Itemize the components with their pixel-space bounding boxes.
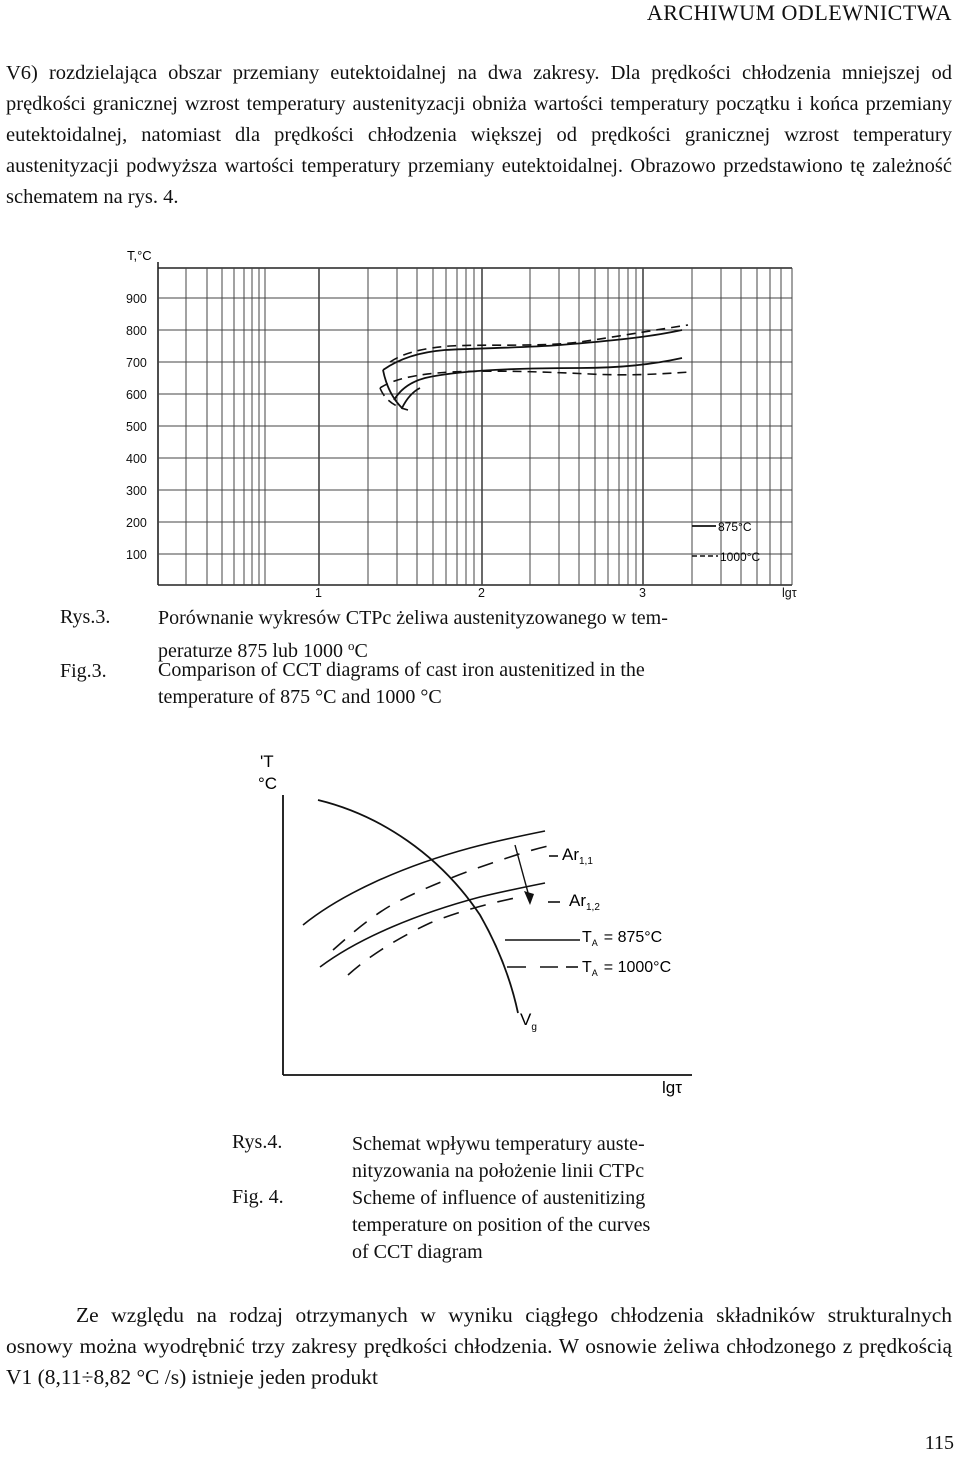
- fig3-x-tick: 3: [639, 586, 646, 600]
- paragraph-1: V6) rozdzielająca obszar przemiany eutektoidalnej na dwa zakresy. Dla prędkości chłodzenia mniejszej od prędkości granicznej wzrost temperatury austenityzacji obniża wartości temperatury początku i końca przemiany eutektoidalnej, natomiast dla prędkości chłodzenia większej od prędkości granicznej wzrost temperatury austenityzacji podwyższa wartości temperatury przemiany eutektoidalnej. Obrazowo przedstawiono tę zależność schematem na rys. 4.: [6, 62, 952, 208]
- fig4-caption-en: [352, 1185, 732, 1266]
- page-number: 115: [924, 1432, 954, 1454]
- fig4-caption-pl: [352, 1131, 732, 1185]
- fig4-y-axis-label-2: °C: [258, 774, 278, 793]
- fig3-y-axis-label: T,°C: [127, 248, 152, 263]
- fig4-caption-pl-line2: nityzowania na położenie linii CTPc: [352, 1160, 645, 1182]
- fig3-frame: [158, 262, 792, 585]
- fig3-caption-en: [158, 657, 798, 711]
- fig4-caption-en-line3: of CCT diagram: [352, 1241, 483, 1263]
- fig4-arrow-shaft: [515, 845, 530, 900]
- figure-3-cct-chart: [0, 0, 960, 610]
- fig3-y-tick-labels: [126, 292, 147, 562]
- fig3-y-tick: 300: [126, 484, 147, 498]
- fig4-label-ar11: $Ar_{1,1}$: [562, 845, 593, 867]
- fig4-curve-ar12-solid: [320, 883, 545, 967]
- fig4-curve-ar11-solid: [303, 831, 545, 925]
- fig3-x-tick: 2: [478, 586, 485, 600]
- fig3-caption-pl-line1: Porównanie wykresów CTPc żeliwa austenityzowanego w tem-: [158, 607, 668, 629]
- fig4-legend-1000: $T_A = 1000^\circ C$: [582, 959, 672, 978]
- fig4-caption-en-line2: temperature on position of the curves: [352, 1214, 651, 1236]
- figure-4-schematic: [0, 745, 960, 1105]
- fig3-x-tick: 1: [315, 586, 322, 600]
- fig4-curve-vg: [318, 800, 518, 1013]
- fig3-legend: [692, 520, 760, 564]
- fig4-label-ar12: $Ar_{1,2}$: [569, 891, 600, 913]
- fig4-label-vg: $V_g$: [520, 1010, 537, 1033]
- fig3-x-axis-label: lgτ: [782, 586, 797, 600]
- fig3-legend-875: 875°C: [718, 520, 752, 534]
- fig4-caption-pl-line1: Schemat wpływu temperatury auste-: [352, 1133, 645, 1155]
- fig3-y-tick: 100: [126, 548, 147, 562]
- fig3-y-tick: 500: [126, 420, 147, 434]
- fig3-y-tick: 900: [126, 292, 147, 306]
- fig3-y-tick: 700: [126, 356, 147, 370]
- fig3-x-tick-labels: [315, 586, 797, 600]
- fig4-legend-875: $T_A = 875^\circ C$: [582, 929, 663, 948]
- fig3-curve-875-start: [383, 330, 682, 370]
- fig3-y-tick: 400: [126, 452, 147, 466]
- fig4-caption-en-line1: Scheme of influence of austenitizing: [352, 1187, 646, 1209]
- fig3-y-tick: 200: [126, 516, 147, 530]
- fig4-x-axis-label: lgτ: [662, 1078, 682, 1097]
- fig3-caption-en-line2: temperature of 875 °C and 1000 °C: [158, 686, 442, 708]
- fig3-grid-horizontal: [158, 298, 792, 554]
- paragraph-2: Ze względu na rodzaj otrzymanych w wyniku ciągłego chłodzenia składników strukturalnych osnowy można wyodrębnić trzy zakresy prędkości chłodzenia. W osnowie żeliwa chłodzonego z prędkością V1 (8,11÷8,82 °C /s) istnieje jeden produkt: [6, 1303, 952, 1389]
- fig3-caption-en-line1: Comparison of CCT diagrams of cast iron austenitized in the: [158, 659, 645, 681]
- fig3-caption-pl-line2: peraturze 875 lub 1000 $^o$C: [158, 638, 368, 663]
- fig4-caption-label-en: Fig. 4.: [232, 1186, 284, 1208]
- fig4-caption-label-pl: Rys.4.: [232, 1131, 283, 1153]
- fig4-curve-ar11-dashed: [333, 846, 548, 950]
- journal-header: ARCHIWUM ODLEWNICTWA: [646, 0, 952, 25]
- fig4-arrow-head: [524, 891, 534, 905]
- fig3-y-tick: 600: [126, 388, 147, 402]
- fig3-caption-label-pl: Rys.3.: [60, 606, 111, 628]
- fig4-y-axis-label-1: 'T: [260, 752, 274, 771]
- fig3-legend-1000: 1000°C: [720, 550, 761, 564]
- fig3-caption-label-en: Fig.3.: [60, 660, 107, 682]
- fig3-y-tick: 800: [126, 324, 147, 338]
